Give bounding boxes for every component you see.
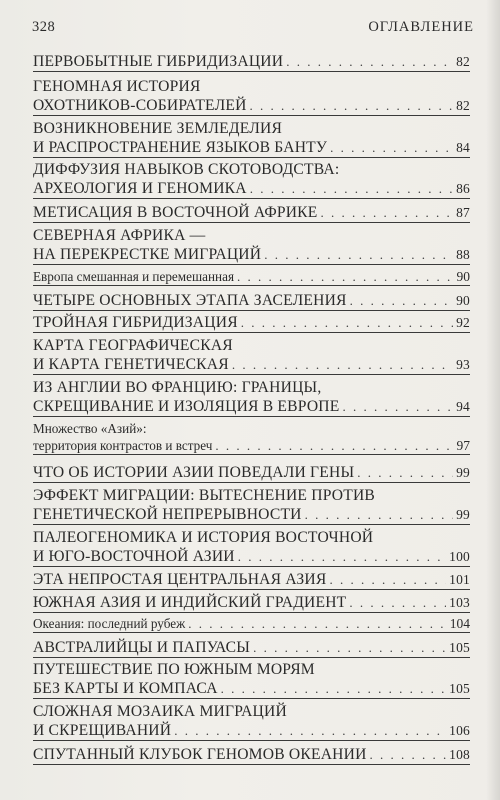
toc-entry-line bbox=[33, 245, 470, 264]
dot-leader bbox=[305, 505, 453, 524]
toc-entry-text: ЧЕТЫРЕ ОСНОВНЫХ ЭТАПА ЗАСЕЛЕНИЯ bbox=[33, 292, 347, 309]
toc-entry-title bbox=[33, 52, 470, 71]
dot-leader bbox=[286, 52, 453, 71]
toc-page-number: 86 bbox=[456, 181, 470, 196]
toc-entry-text: ОХОТНИКОВ-СОБИРАТЕЛЕЙ bbox=[33, 97, 247, 114]
toc-entry[interactable] bbox=[33, 291, 470, 311]
toc-entry[interactable] bbox=[33, 313, 470, 333]
toc-entry[interactable] bbox=[33, 486, 470, 525]
toc-entry-title bbox=[33, 77, 470, 115]
toc-entry-line bbox=[33, 679, 470, 698]
toc-entry-line bbox=[33, 505, 470, 524]
toc-entry-line bbox=[33, 615, 470, 632]
toc-entry[interactable] bbox=[33, 268, 470, 286]
dot-leader bbox=[350, 291, 453, 310]
toc-entry-title bbox=[33, 615, 470, 632]
toc-entry[interactable] bbox=[33, 420, 470, 455]
toc-entry-line bbox=[33, 268, 470, 285]
page-header bbox=[32, 19, 474, 41]
toc-entry-title bbox=[33, 268, 470, 285]
toc-entry-title bbox=[33, 291, 470, 310]
dot-leader bbox=[321, 203, 454, 222]
toc-page-number: 105 bbox=[449, 681, 470, 696]
toc-entry-line bbox=[33, 96, 470, 115]
dot-leader bbox=[232, 355, 453, 374]
toc-entry-line bbox=[33, 437, 470, 454]
toc-entry-line bbox=[33, 119, 470, 138]
toc-entry-line bbox=[33, 528, 470, 547]
toc-entry-text: ГЕНОМНАЯ ИСТОРИЯ bbox=[33, 78, 201, 95]
toc-entry-line bbox=[33, 355, 470, 374]
toc-entry-title bbox=[33, 203, 470, 222]
toc-page-number: 104 bbox=[449, 616, 470, 631]
dot-leader bbox=[215, 437, 453, 454]
toc-page-number: 99 bbox=[456, 465, 470, 480]
toc-entry-line bbox=[33, 52, 470, 71]
toc-entry[interactable] bbox=[33, 528, 470, 567]
toc-entry[interactable] bbox=[33, 160, 470, 199]
dot-leader bbox=[174, 721, 446, 740]
toc-entry-text: СКРЕЩИВАНИЕ И ИЗОЛЯЦИЯ В ЕВРОПЕ bbox=[33, 398, 340, 415]
toc-entry[interactable] bbox=[33, 336, 470, 375]
toc-entry-text: СЛОЖНАЯ МОЗАИКА МИГРАЦИЙ bbox=[33, 703, 287, 720]
toc-entry-line bbox=[33, 179, 470, 198]
toc-entry-title bbox=[33, 702, 470, 740]
toc-entry-text: ЭТА НЕПРОСТАЯ ЦЕНТРАЛЬНАЯ АЗИЯ bbox=[33, 571, 327, 588]
toc-entry-title bbox=[33, 119, 470, 157]
toc-page-number: 103 bbox=[449, 595, 470, 610]
dot-leader bbox=[253, 638, 446, 657]
toc-entry-text: БЕЗ КАРТЫ И КОМПАСА bbox=[33, 680, 218, 697]
dot-leader bbox=[342, 397, 453, 416]
toc-entry-line bbox=[33, 138, 470, 157]
toc-page-number: 93 bbox=[456, 357, 470, 372]
toc-entry-title bbox=[33, 486, 470, 524]
dot-leader bbox=[188, 615, 447, 632]
toc-entry[interactable] bbox=[33, 570, 470, 590]
toc-entry-line bbox=[33, 420, 470, 437]
dot-leader bbox=[330, 570, 447, 589]
toc-entry-text: АВСТРАЛИЙЦЫ И ПАПУАСЫ bbox=[33, 639, 251, 656]
dot-leader bbox=[330, 138, 453, 157]
toc-entry-text: ГЕНЕТИЧЕСКОЙ НЕПРЕРЫВНОСТИ bbox=[33, 506, 302, 523]
toc-entry-line bbox=[33, 593, 470, 612]
toc-entry-text: территория контрастов и встреч bbox=[33, 438, 213, 453]
toc-page-number: 84 bbox=[456, 140, 470, 155]
toc-entry-text: НА ПЕРЕКРЕСТКЕ МИГРАЦИЙ bbox=[33, 246, 262, 263]
toc-entry-line bbox=[33, 745, 470, 764]
dot-leader bbox=[250, 179, 453, 198]
toc-entry-text: Европа смешанная и перемешанная bbox=[33, 269, 235, 284]
toc-entry-line bbox=[33, 702, 470, 721]
toc-entry-title bbox=[33, 638, 470, 657]
toc-entry[interactable] bbox=[33, 745, 470, 765]
dot-leader bbox=[250, 96, 454, 115]
toc-entry-text: И ЮГО-ВОСТОЧНОЙ АЗИИ bbox=[33, 548, 235, 565]
toc-entry[interactable] bbox=[33, 660, 470, 699]
dot-leader bbox=[238, 547, 446, 566]
toc-entry-text: Множество «Азий»: bbox=[33, 421, 147, 436]
toc-page-number: 82 bbox=[456, 98, 470, 113]
toc-entry-text: АРХЕОЛОГИЯ И ГЕНОМИКА bbox=[33, 180, 247, 197]
toc-entry-line bbox=[33, 336, 470, 355]
toc-entry-text: СПУТАННЫЙ КЛУБОК ГЕНОМОВ ОКЕАНИИ bbox=[33, 746, 367, 763]
toc-page-number: 101 bbox=[449, 572, 470, 587]
toc-entry-title bbox=[33, 463, 470, 482]
toc-entry-title bbox=[33, 593, 470, 612]
toc-entry-line bbox=[33, 397, 470, 416]
running-title: ОГЛАВЛЕНИЕ bbox=[368, 19, 474, 35]
toc-entry[interactable] bbox=[33, 615, 470, 633]
dot-leader bbox=[264, 245, 453, 264]
toc-page-number: 87 bbox=[456, 205, 470, 220]
toc-entry-line bbox=[33, 160, 470, 179]
toc-entry-line bbox=[33, 486, 470, 505]
toc-page-number: 99 bbox=[456, 507, 470, 522]
toc-entry[interactable] bbox=[33, 52, 470, 72]
toc-entry-line bbox=[33, 313, 470, 332]
toc-entry-text: И РАСПРОСТРАНЕНИЕ ЯЗЫКОВ БАНТУ bbox=[33, 139, 328, 156]
toc-entry[interactable] bbox=[33, 77, 470, 116]
toc-entry-line bbox=[33, 226, 470, 245]
toc-page-number: 97 bbox=[456, 438, 470, 453]
toc-entry-text: ПУТЕШЕСТВИЕ ПО ЮЖНЫМ МОРЯМ bbox=[33, 661, 315, 678]
toc-page-number: 100 bbox=[449, 549, 470, 564]
toc-entry[interactable] bbox=[33, 638, 470, 658]
toc-entry-title bbox=[33, 745, 470, 764]
toc-entry-text: И СКРЕЩИВАНИЙ bbox=[33, 722, 172, 739]
toc-entry-text: МЕТИСАЦИЯ В ВОСТОЧНОЙ АФРИКЕ bbox=[33, 204, 318, 221]
toc-page-number: 90 bbox=[456, 269, 470, 284]
toc-entry-title bbox=[33, 313, 470, 332]
toc-entry-title bbox=[33, 226, 470, 264]
toc-entry-text: ПЕРВОБЫТНЫЕ ГИБРИДИЗАЦИИ bbox=[33, 53, 284, 70]
toc-entry-title bbox=[33, 420, 470, 454]
toc-entry-line bbox=[33, 660, 470, 679]
dot-leader bbox=[349, 593, 446, 612]
toc-entry-line bbox=[33, 291, 470, 310]
toc-entry-line bbox=[33, 547, 470, 566]
page-edge-shadow bbox=[486, 0, 500, 800]
toc-entry-text: ЮЖНАЯ АЗИЯ И ИНДИЙСКИЙ ГРАДИЕНТ bbox=[33, 594, 347, 611]
toc-entry-line bbox=[33, 463, 470, 482]
toc-entry[interactable] bbox=[33, 702, 470, 741]
toc-entry[interactable] bbox=[33, 378, 470, 417]
toc-entry[interactable] bbox=[33, 463, 470, 483]
toc-entry-text: ЭФФЕКТ МИГРАЦИИ: ВЫТЕСНЕНИЕ ПРОТИВ bbox=[33, 487, 376, 504]
toc-page-number: 88 bbox=[456, 247, 470, 262]
toc-entry-text: ПАЛЕОГЕНОМИКА И ИСТОРИЯ ВОСТОЧНОЙ bbox=[33, 529, 374, 546]
toc-page-number: 105 bbox=[449, 640, 470, 655]
toc-entry-title bbox=[33, 528, 470, 566]
toc-entry-title bbox=[33, 160, 470, 198]
toc-entry-text: Океания: последний рубеж bbox=[33, 616, 186, 631]
toc-entry-line bbox=[33, 77, 470, 96]
toc-page-number: 90 bbox=[456, 293, 470, 308]
toc-entry-text: ИЗ АНГЛИИ ВО ФРАНЦИЮ: ГРАНИЦЫ, bbox=[33, 379, 322, 396]
toc-entry-line bbox=[33, 378, 470, 397]
toc-entry-text: СЕВЕРНАЯ АФРИКА — bbox=[33, 227, 206, 244]
toc-page-number: 108 bbox=[449, 747, 470, 762]
toc-entry-title bbox=[33, 570, 470, 589]
toc-page-number: 82 bbox=[456, 54, 470, 69]
toc-entry-line bbox=[33, 638, 470, 657]
toc-entry-line bbox=[33, 721, 470, 740]
toc-entry[interactable] bbox=[33, 226, 470, 265]
toc-page-number: 94 bbox=[456, 399, 470, 414]
dot-leader bbox=[357, 463, 453, 482]
dot-leader bbox=[241, 313, 453, 332]
toc-entry[interactable] bbox=[33, 593, 470, 613]
toc-entry[interactable] bbox=[33, 119, 470, 158]
page-number: 328 bbox=[32, 19, 56, 35]
toc-entry-text: ТРОЙНАЯ ГИБРИДИЗАЦИЯ bbox=[33, 314, 238, 331]
toc-entry-line bbox=[33, 570, 470, 589]
dot-leader bbox=[221, 679, 446, 698]
toc-entry-line bbox=[33, 203, 470, 222]
toc-entry-title bbox=[33, 336, 470, 374]
toc-entry-text: ЧТО ОБ ИСТОРИИ АЗИИ ПОВЕДАЛИ ГЕНЫ bbox=[33, 464, 355, 481]
toc-entry-text: КАРТА ГЕОГРАФИЧЕСКАЯ bbox=[33, 337, 233, 354]
dot-leader bbox=[370, 745, 447, 764]
toc-entry-text: ДИФФУЗИЯ НАВЫКОВ СКОТОВОДСТВА: bbox=[33, 161, 340, 178]
dot-leader bbox=[237, 268, 453, 285]
toc-entry-text: И КАРТА ГЕНЕТИЧЕСКАЯ bbox=[33, 356, 229, 373]
toc-page-number: 106 bbox=[449, 723, 470, 738]
toc-entry[interactable] bbox=[33, 203, 470, 223]
toc-entry-title bbox=[33, 660, 470, 698]
toc-page-number: 92 bbox=[456, 315, 470, 330]
toc-entry-title bbox=[33, 378, 470, 416]
toc-entry-text: ВОЗНИКНОВЕНИЕ ЗЕМЛЕДЕЛИЯ bbox=[33, 120, 283, 137]
